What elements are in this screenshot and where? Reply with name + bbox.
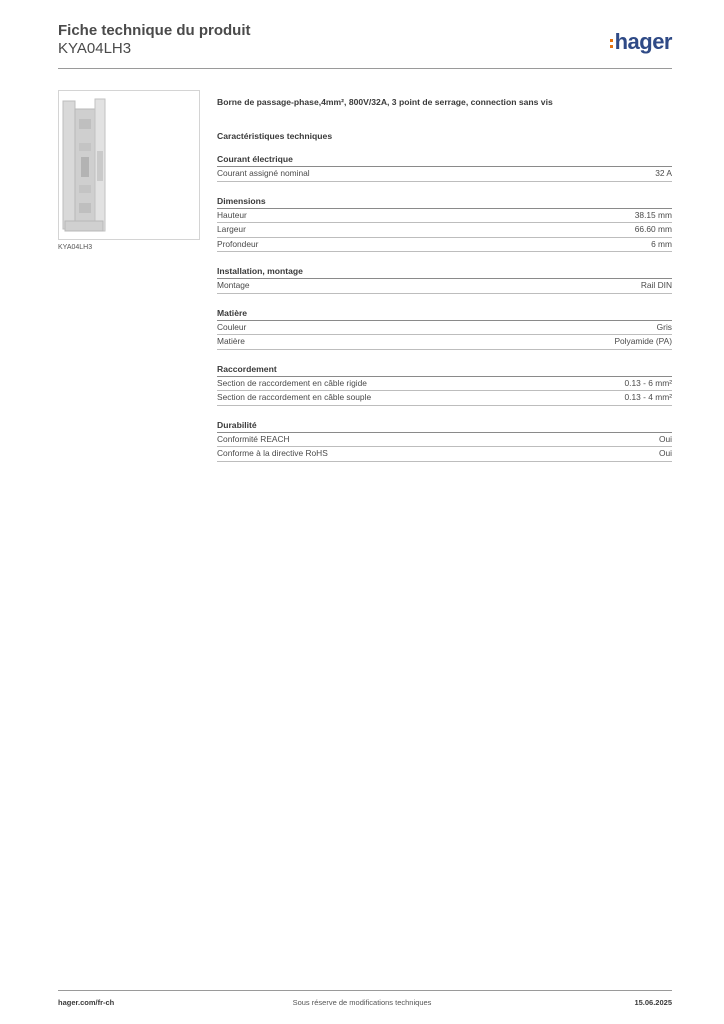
spec-group-durability xyxy=(217,416,672,462)
footer-website-link[interactable]: hager.com/fr-ch xyxy=(58,998,115,1007)
footer-date: 15.06.2025 xyxy=(634,998,672,1007)
footer-disclaimer: Sous réserve de modifications techniques xyxy=(292,998,432,1007)
spec-label: Couleur xyxy=(217,321,247,332)
logo-text: hager xyxy=(614,29,672,54)
hager-logo xyxy=(610,28,672,56)
spec-row xyxy=(217,377,672,392)
spec-value: 32 A xyxy=(655,168,672,178)
spec-group-material xyxy=(217,304,672,350)
spec-row xyxy=(217,223,672,238)
spec-row xyxy=(217,279,672,294)
specs-heading: Caractéristiques techniques xyxy=(217,131,333,141)
spec-label: Courant assigné nominal xyxy=(217,168,310,178)
page-title: Fiche technique du produit xyxy=(58,22,251,39)
product-image xyxy=(58,90,200,240)
spec-label: Matière xyxy=(217,336,245,346)
product-reference: KYA04LH3 xyxy=(58,40,132,57)
spec-value: 0.13 - 4 mm² xyxy=(624,392,672,402)
spec-label: Conforme à la directive RoHS xyxy=(217,448,328,458)
spec-value: Gris xyxy=(656,321,672,332)
spec-label: Section de raccordement en câble rigide xyxy=(217,377,367,388)
spec-value: Oui xyxy=(658,433,672,444)
group-title: Durabilité xyxy=(217,416,672,433)
image-caption: KYA04LH3 xyxy=(58,244,93,251)
specs-table xyxy=(217,150,672,472)
spec-value: 38.15 mm xyxy=(634,209,672,220)
spec-label: Hauteur xyxy=(217,209,247,220)
header-divider xyxy=(58,68,672,69)
spec-row xyxy=(217,321,672,336)
group-title: Courant électrique xyxy=(217,150,672,167)
spec-label: Section de raccordement en câble souple xyxy=(217,392,372,402)
group-title: Matière xyxy=(217,304,672,321)
product-description: Borne de passage-phase,4mm², 800V/32A, 3 point de serrage, connection sans vis xyxy=(217,97,553,107)
spec-row xyxy=(217,391,672,406)
group-title: Installation, montage xyxy=(217,262,672,279)
group-title: Raccordement xyxy=(217,360,672,377)
spec-row xyxy=(217,167,672,182)
spec-row xyxy=(217,335,672,350)
spec-label: Largeur xyxy=(217,224,246,234)
spec-row xyxy=(217,447,672,462)
spec-label: Profondeur xyxy=(217,238,259,249)
footer-divider xyxy=(58,990,672,991)
spec-value: Polyamide (PA) xyxy=(614,336,672,346)
spec-value: 0.13 - 6 mm² xyxy=(624,377,672,388)
spec-value: Rail DIN xyxy=(640,280,672,290)
spec-group-connection xyxy=(217,360,672,406)
spec-group-dimensions xyxy=(217,192,672,253)
spec-row xyxy=(217,238,672,253)
spec-label: Conformité REACH xyxy=(217,433,290,444)
logo-dots-icon xyxy=(610,37,613,48)
spec-value: 6 mm xyxy=(651,238,672,249)
spec-row xyxy=(217,209,672,224)
spec-value: Oui xyxy=(658,448,672,458)
spec-value: 66.60 mm xyxy=(634,224,672,234)
group-title: Dimensions xyxy=(217,192,672,209)
spec-row xyxy=(217,433,672,448)
spec-label: Montage xyxy=(217,280,250,290)
page-header xyxy=(58,22,672,68)
spec-group-installation xyxy=(217,262,672,294)
spec-group-current xyxy=(217,150,672,182)
